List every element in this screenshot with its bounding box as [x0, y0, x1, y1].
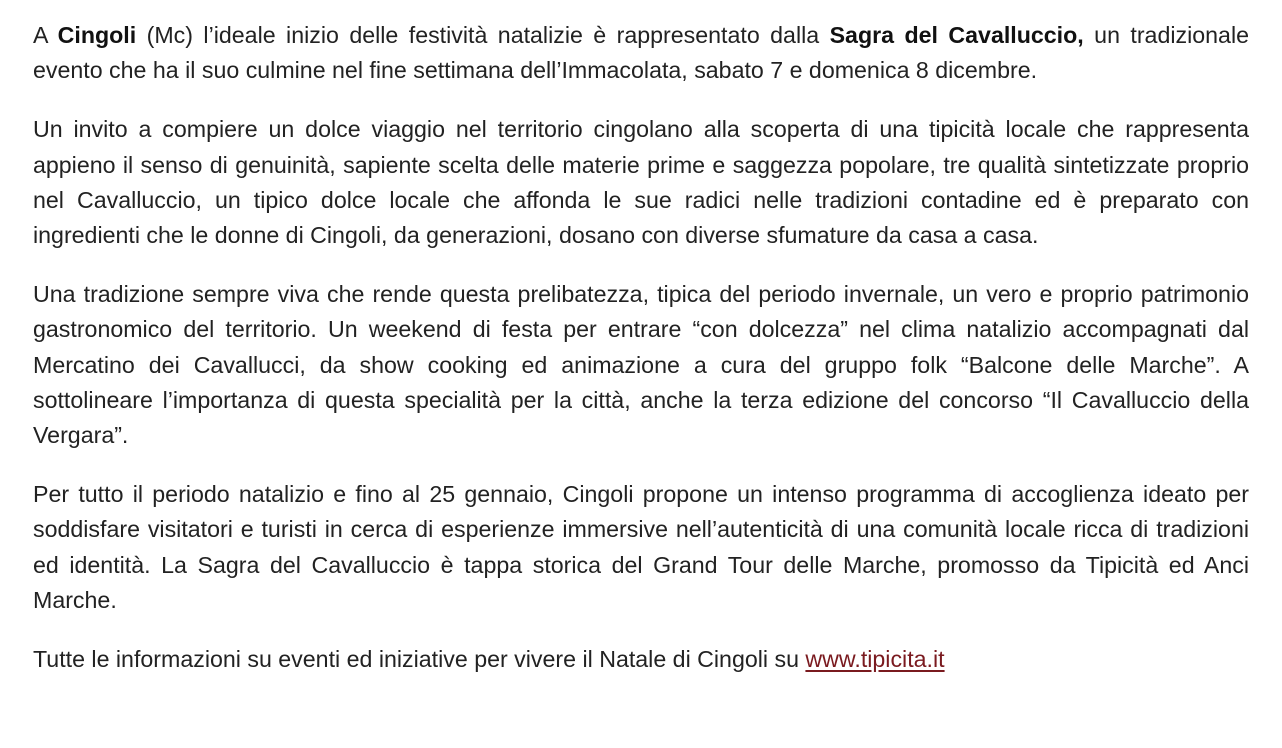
event-name: Sagra del Cavalluccio,: [829, 22, 1084, 48]
intro-text-3: un tradizionale evento che ha il suo culmine nel fine settimana dell’Immacolata, sabato 7 e domenica 8 dicembre.: [33, 22, 1249, 84]
info-text: Tutte le informazioni su eventi ed iniziative per vivere il Natale di Cingoli su: [33, 646, 806, 673]
paragraph-tradizione: Una tradizione sempre viva che rende questa prelibatezza, tipica del periodo invernale, un vero e proprio patrimonio gastronomico del territorio. Un weekend di festa per entrare “con dolcezza” nel clima natalizio accompagnati dal Mercatino dei Cavallucci, da show cooking ed animazione a cura del gruppo folk “Balcone delle Marche”. A sottolineare l’importanza di questa specialità per la città, anche la terza edizione del concorso “Il Cavalluccio della Vergara”.: [33, 281, 1249, 449]
town-name: Cingoli: [57, 22, 137, 48]
article-body: [33, 18, 1249, 677]
paragraph-programma: Per tutto il periodo natalizio e fino al 25 gennaio, Cingoli propone un intenso programma di accoglienza ideato per soddisfare visitatori e turisti in cerca di esperienze immersive nell’autenticità di una comunità locale ricca di tradizioni ed identità. La Sagra del Cavalluccio è tappa storica del Grand Tour delle Marche, promosso da Tipicità ed Anci Marche.: [33, 481, 1249, 613]
paragraph-invito: Un invito a compiere un dolce viaggio nel territorio cingolano alla scoperta di una tipicità locale che rappresenta appieno il senso di genuinità, sapiente scelta delle materie prime e saggezza popolare, tre qualità sintetizzate proprio nel Cavalluccio, un tipico dolce locale che affonda le sue radici nelle tradizioni contadine ed è preparato con ingredienti che le donne di Cingoli, da generazioni, dosano con diverse sfumature da casa a casa.: [33, 116, 1249, 249]
paragraph-intro: [33, 18, 1249, 88]
paragraph-info: [33, 642, 1249, 677]
intro-text-1: A: [33, 22, 58, 48]
intro-text-2: (Mc) l’ideale inizio delle festività natalizie è rappresentato dalla: [136, 22, 830, 48]
tipicita-link[interactable]: www.tipicita.it: [805, 646, 945, 673]
